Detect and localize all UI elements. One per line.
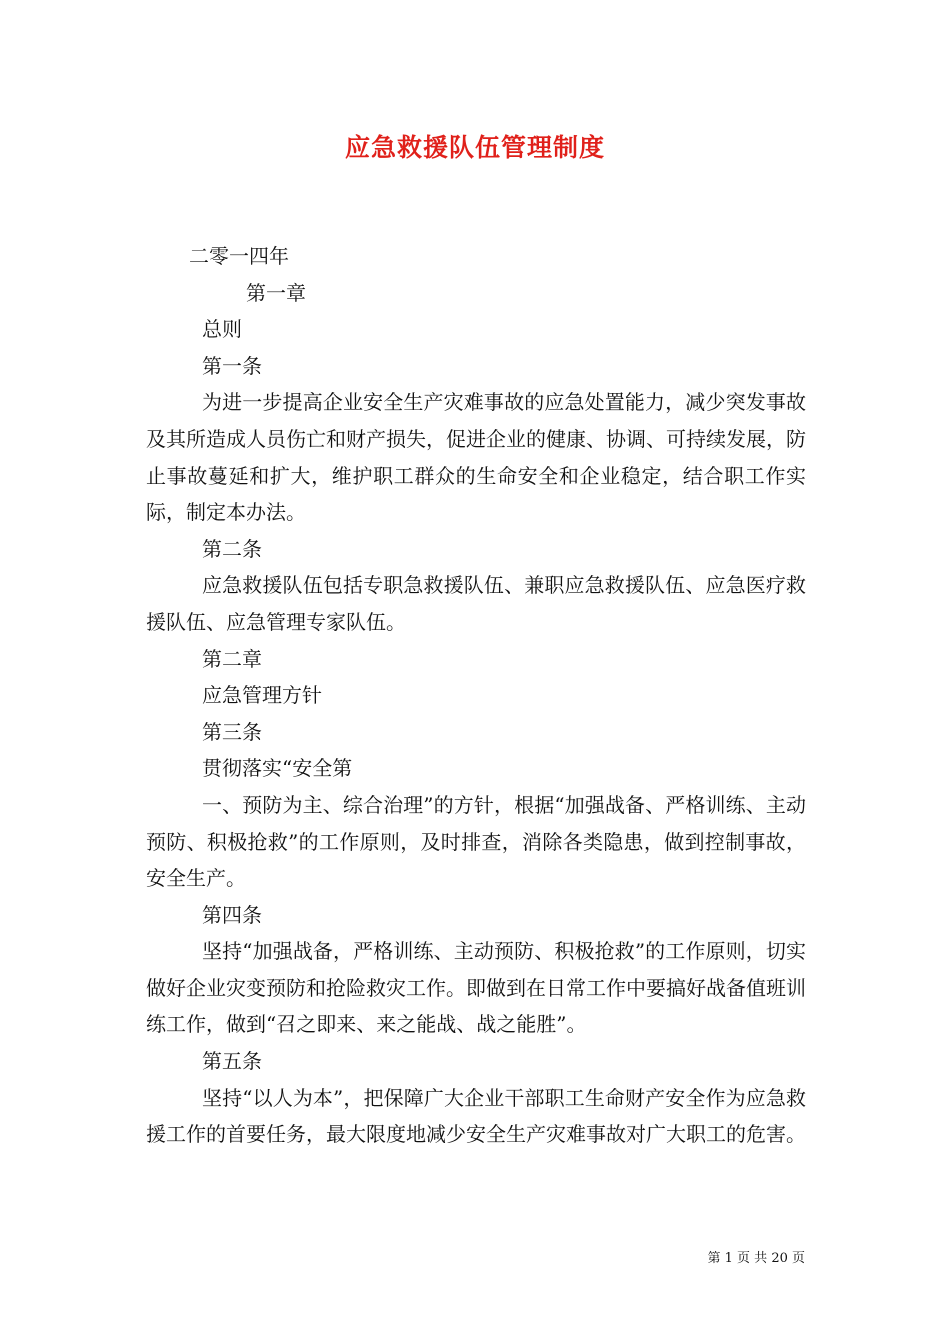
document-body	[146, 238, 806, 1153]
article-2-text: 应急救援队伍包括专职急救援队伍、兼职应急救援队伍、应急医疗救援队伍、应急管理专家队伍。	[146, 573, 806, 634]
document-title: 应急救援队伍管理制度	[344, 133, 605, 162]
article-5-text: 坚持“以人为本”，把保障广大企业干部职工生命财产安全作为应急救援工作的首要任务，最大限度地减少安全生产灾难事故对广大职工的危害。	[146, 1085, 806, 1147]
article-1-heading: 第一条	[202, 353, 262, 378]
article-3-heading: 第三条	[202, 719, 262, 744]
chapter-2-name: 应急管理方针	[202, 683, 322, 708]
article-4-heading: 第四条	[202, 902, 262, 927]
chapter-2-heading: 第二章	[202, 646, 262, 671]
page-number-footer: 第 1 页 共 20 页	[707, 1251, 805, 1266]
chapter-1-heading: 第一章	[246, 280, 306, 305]
article-4-text: 坚持“加强战备，严格训练、主动预防、积极抢救”的工作原则，切实做好企业灾变预防和抢险救灾工作。即做到在日常工作中要搞好战备值班训练工作，做到“召之即来、来之能战、战之能胜”。	[146, 939, 806, 1037]
article-3-first-line: 贯彻落实“安全第	[202, 756, 353, 781]
article-5-heading: 第五条	[202, 1049, 262, 1074]
article-2-heading: 第二条	[202, 536, 262, 561]
year-line: 二零一四年	[189, 244, 289, 268]
article-1-text: 为进一步提高企业安全生产灾难事故的应急处置能力，减少突发事故及其所造成人员伤亡和财产损失，促进企业的健康、协调、可持续发展，防止事故蔓延和扩大，维护职工群众的生命安全和企业稳定，结合职工作实际，制定本办法。	[146, 390, 806, 525]
chapter-1-name: 总则	[202, 317, 242, 342]
article-3-text: 一、预防为主、综合治理”的方针，根据“加强战备、严格训练、主动预防、积极抢救”的工作原则，及时排查，消除各类隐患，做到控制事故，安全生产。	[146, 792, 806, 891]
